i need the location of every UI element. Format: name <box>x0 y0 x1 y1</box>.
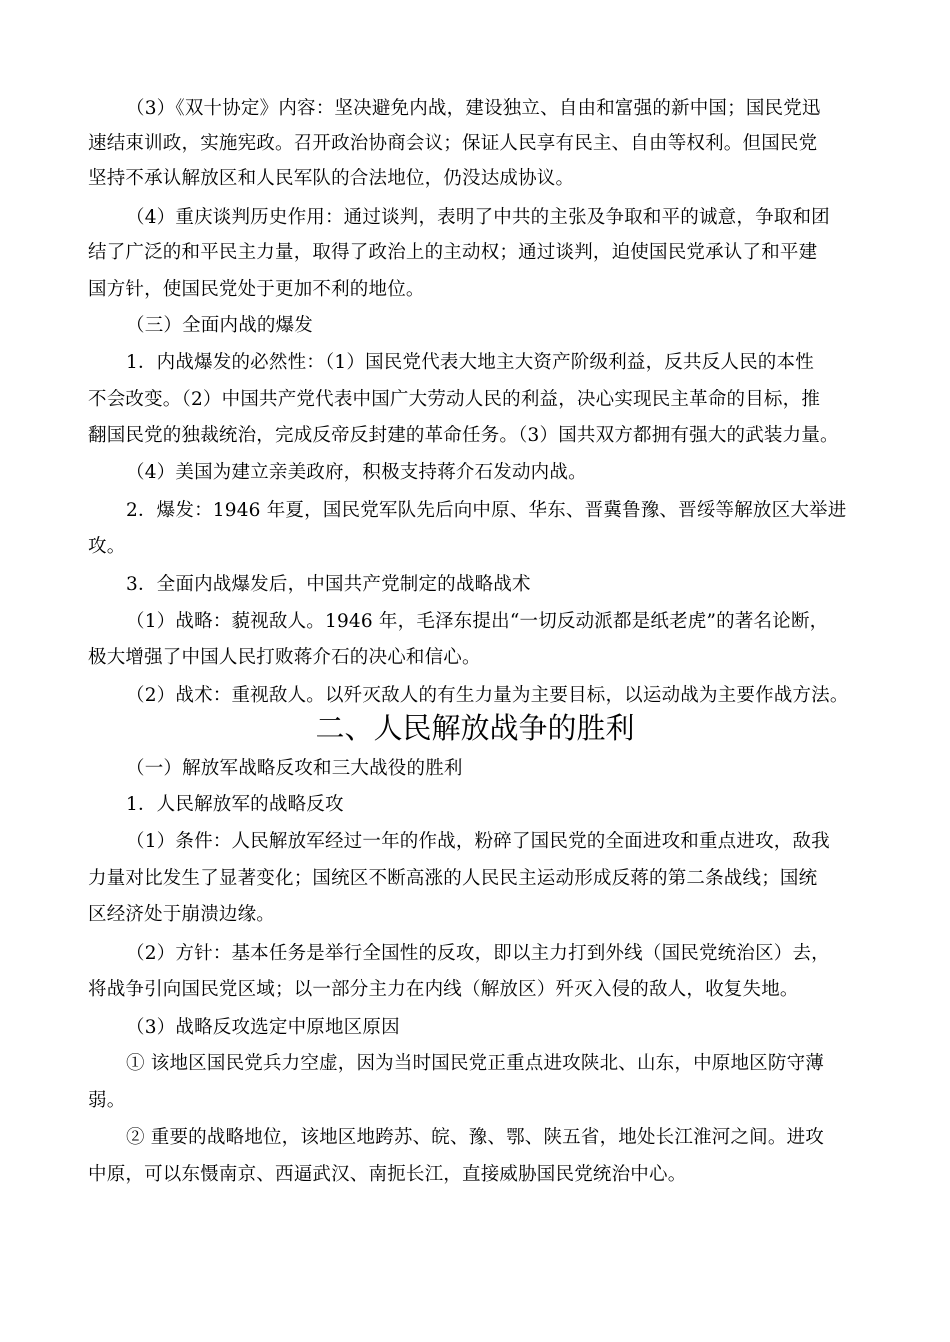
text-line: 弱。 <box>88 1090 126 1111</box>
text-line: （2）方针：基本任务是举行全国性的反攻，即以主力打到外线（国民党统治区）去， <box>126 943 830 964</box>
text-line: （3）战略反攻选定中原地区原因 <box>126 1017 400 1038</box>
text-line: 结了广泛的和平民主力量，取得了政治上的主动权；通过谈判，迫使国民党承认了和平建 <box>88 242 818 263</box>
text-line: 极大增强了中国人民打败蒋介石的决心和信心。 <box>88 647 481 668</box>
text-line: 速结束训政，实施宪政。召开政治协商会议；保证人民享有民主、自由等权利。但国民党 <box>88 133 818 154</box>
text-line: 将战争引向国民党区域；以一部分主力在内线（解放区）歼灭入侵的敌人，收复失地。 <box>88 979 799 1000</box>
text-line: 翻国民党的独裁统治，完成反帝反封建的革命任务。（3）国共双方都拥有强大的武装力量。 <box>88 425 839 446</box>
section-heading: （三）全面内战的爆发 <box>126 315 314 336</box>
text-line: 3．全面内战爆发后，中国共产党制定的战略战术 <box>126 574 531 595</box>
text-line: （4）美国为建立亲美政府，积极支持蒋介石发动内战。 <box>126 462 587 483</box>
text-line: 不会改变。（2）中国共产党代表中国广大劳动人民的利益，决心实现民主革命的目标，推 <box>88 389 821 410</box>
text-line: 2．爆发：1946 年夏，国民党军队先后向中原、华东、晋冀鲁豫、晋绥等解放区大举进 <box>126 500 847 521</box>
section-heading: （一）解放军战略反攻和三大战役的胜利 <box>126 758 463 779</box>
text-line: （2）战术：重视敌人。以歼灭敌人的有生力量为主要目标，以运动战为主要作战方法。 <box>126 685 849 706</box>
text-line: 坚持不承认解放区和人民军队的合法地位，仍没达成协议。 <box>88 168 575 189</box>
text-line: 攻。 <box>88 536 126 557</box>
text-line: （1）战略：藐视敌人。1946 年，毛泽东提出“一切反动派都是纸老虎”的著名论断， <box>126 611 829 632</box>
text-line: （3）《双十协定》内容：坚决避免内战，建设独立、自由和富强的新中国；国民党迅 <box>126 98 821 119</box>
text-line: 1．人民解放军的战略反攻 <box>126 794 344 815</box>
text-line: 1．内战爆发的必然性：（1）国民党代表大地主大资产阶级利益，反共反人民的本性 <box>126 352 814 373</box>
text-line: 中原，可以东慑南京、西逼武汉、南扼长江，直接威胁国民党统治中心。 <box>88 1164 687 1185</box>
text-line: ② 重要的战略地位，该地区地跨苏、皖、豫、鄂、陕五省，地处长江淮河之间。进攻 <box>126 1127 824 1148</box>
text-line: 国方针，使国民党处于更加不利的地位。 <box>88 279 425 300</box>
text-line: （1）条件：人民解放军经过一年的作战，粉碎了国民党的全面进攻和重点进攻，敌我 <box>126 831 830 852</box>
text-line: 区经济处于崩溃边缘。 <box>88 904 276 925</box>
text-line: ① 该地区国民党兵力空虚，因为当时国民党正重点进攻陕北、山东，中原地区防守薄 <box>126 1053 824 1074</box>
chapter-heading: 二、人民解放战争的胜利 <box>315 711 635 745</box>
text-line: 力量对比发生了显著变化；国统区不断高涨的人民民主运动形成反蒋的第二条战线；国统 <box>88 868 818 889</box>
text-line: （4）重庆谈判历史作用：通过谈判，表明了中共的主张及争取和平的诚意，争取和团 <box>126 207 830 228</box>
